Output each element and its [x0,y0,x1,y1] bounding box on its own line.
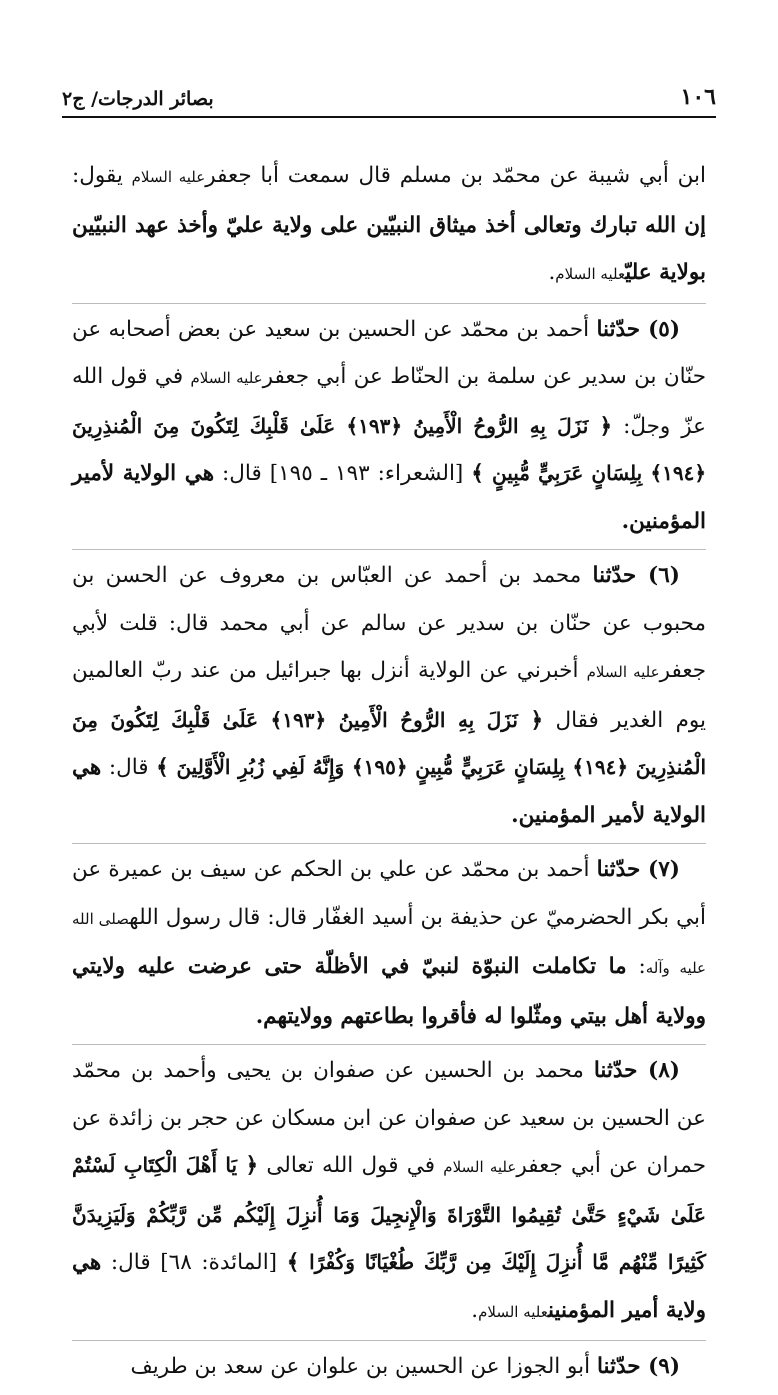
quran-verse: نَزَلَ بِهِ الرُّوحُ الْأَمِينُ ﴿١٩٣﴾ عَلَىٰ قَلْبِكَ لِتَكُونَ مِنَ الْمُنذِرِينَ ﴿١٩٤﴾ بِلِسَانٍ عَرَبِيٍّ مُّبِينٍ ﴿١٩٥﴾ وَإِنَّهُ لَفِي زُبُرِ الْأَوَّلِينَ [72,707,706,779]
hadith-9 [72,1340,706,1391]
hadith-number: (٨) [637,1058,680,1083]
text: ابن أبي شيبة عن محمّد بن مسلم قال سمعت أبا جعفر [205,163,706,188]
honorific-symbol: عليه السلام [478,1302,548,1321]
isnad-text: محمد بن أحمد عن العبّاس بن معروف عن الحسن بن محبوب عن حنّان بن سدير عن سالم عن أبي محمد قال: قلت لأبي جعفر [72,563,707,683]
honorific-symbol: عليه السلام [131,168,206,186]
hadith-quote: هي ولاية أمير المؤمنين [72,1250,706,1323]
verse-reference: [الشعراء: ١٩٣ ـ ١٩٥] قال: [214,461,472,486]
page-body [72,152,706,1395]
hadith-5 [72,303,706,546]
text: . [471,1297,479,1323]
ornate-bracket-close: ﴾ [156,755,169,780]
text: قال: [101,755,157,780]
honorific-symbol: عليه السلام [586,663,660,681]
hadith-number: (٦) [636,563,680,588]
quran-verse: نَزَلَ بِهِ الرُّوحُ الْأَمِينُ ﴿١٩٣﴾ عَلَىٰ قَلْبِكَ لِتَكُونَ مِنَ الْمُنذِرِينَ ﴿١٩٤﴾ بِلِسَانٍ عَرَبِيٍّ مُّبِينٍ [72,413,707,485]
hadith-number: (٧) [640,857,680,882]
ornate-bracket-open: ﴿ [599,413,613,439]
page-header [62,72,716,118]
text: يقول: [72,163,132,188]
ornate-bracket-open: ﴿ [530,707,544,733]
narration-lead: حدّثنا [596,857,641,882]
ornate-bracket-close: ﴾ [471,461,484,486]
hadith-number: (٥) [640,316,680,342]
verse-reference: [المائدة: ٦٨] قال: [101,1250,287,1275]
page-number: ١٠٦ [680,84,716,110]
hadith-quote: ما تكاملت النبوّة لنبيّ في الأظلّة حتى عرضت عليه ولايتي وولاية أهل بيتي ومثّلوا له فأقروا بطاعتهم وولايتهم. [72,954,706,1029]
hadith-quote: إن الله تبارك وتعالى أخذ ميثاق النبيّين على ولاية عليّ وأخذ عهد النبيّين بولاية عليّ [72,212,706,285]
hadith-6 [72,549,706,839]
honorific-symbol: عليه السلام [190,369,263,387]
text: في قول الله عزّ وجلّ: [72,364,707,439]
text: في قول الله تعالى [258,1153,444,1178]
text: : [626,954,646,979]
narration-lead: حدّثنا [593,1058,638,1083]
honorific-symbol: صلى الله عليه وآله [72,909,706,977]
text: . [548,260,556,285]
isnad-text: أبو الجوزا عن الحسين بن علوان عن سعد بن طريف [130,1354,597,1379]
hadith-7 [72,843,706,1040]
narration-lead: حدّثنا [596,1354,641,1379]
isnad-text: أحمد بن محمّد عن علي بن الحكم عن سيف بن عميرة عن أبي بكر الحضرميّ عن حذيفة بن أسيد الغفّار قال: قال رسول الله [72,857,706,930]
honorific-symbol: عليه السلام [443,1158,517,1176]
quran-verse: يَا أَهْلَ الْكِتَابِ لَسْتُمْ عَلَىٰ شَيْءٍ حَتَّىٰ تُقِيمُوا التَّوْرَاةَ وَالْإِنجِيلَ وَمَا أُنزِلَ إِلَيْكُم مِّن رَّبِّكُمْ وَلَيَزِيدَنَّ كَثِيرًا مِّنْهُم مَّا أُنزِلَ إِلَيْكَ مِن رَّبِّكَ طُغْيَانًا وَكُفْرًا [72,1153,706,1274]
narration-lead: حدّثنا [592,563,637,588]
honorific-symbol: عليه السلام [555,265,626,283]
paragraph-continued [72,152,706,299]
ornate-bracket-open: ﴿ [245,1153,259,1178]
hadith-number: (٩) [640,1354,680,1379]
ornate-bracket-close: ﴾ [286,1250,300,1275]
isnad-text: أحمد بن محمّد عن الحسين بن سعيد عن بعض أصحابه عن حنّان بن سدير عن سلمة بن الحنّاط عن أبي جعفر [72,316,707,389]
hadith-quote: هي الولاية لأمير المؤمنين. [72,755,706,828]
hadith-quote: هي الولاية لأمير المؤمنين. [72,461,706,534]
isnad-text: محمد بن الحسين عن صفوان بن يحيى وأحمد بن محمّد عن الحسين بن سعيد عن صفوان عن ابن مسكان عن حجر بن زائدة عن حمران عن أبي جعفر [72,1058,707,1178]
hadith-8 [72,1044,706,1336]
narration-lead: حدّثنا [596,316,641,342]
text: أخبرني عن الولاية أنزل بها جبرائيل من عند ربّ العالمين يوم الغدير فقال [72,658,706,733]
running-title: بصائر الدرجات/ ج٢ [62,88,214,110]
